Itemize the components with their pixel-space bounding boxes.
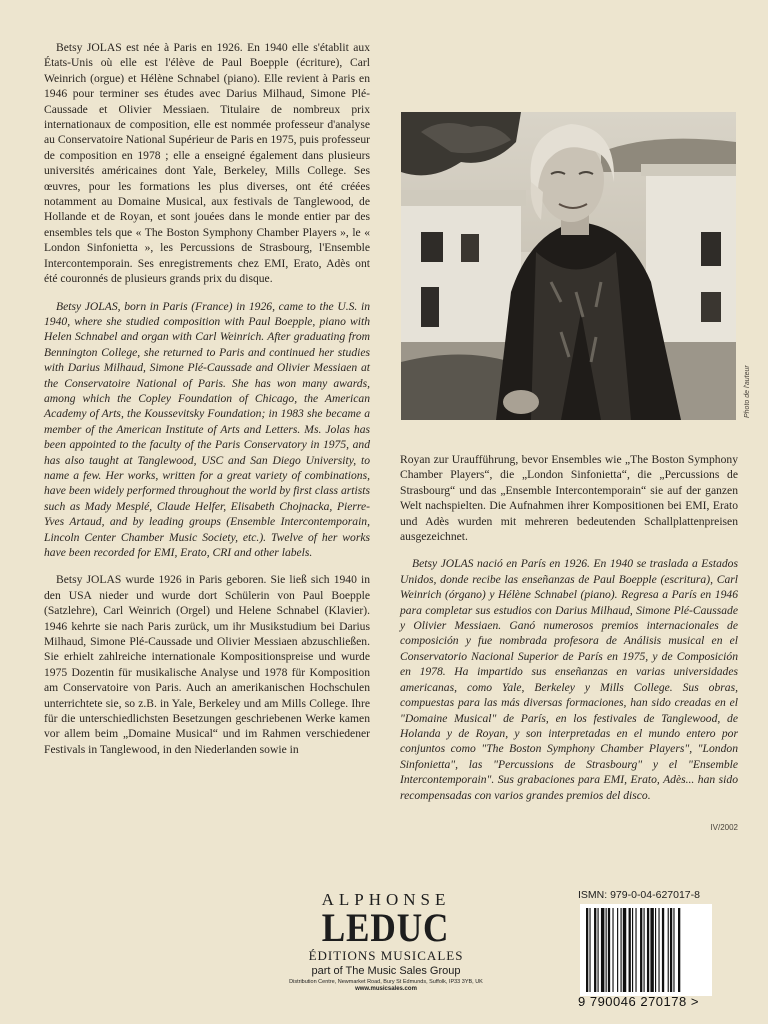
barcode: [580, 904, 712, 996]
right-column: [400, 452, 738, 815]
edition-date: IV/2002: [710, 823, 738, 832]
ismn-label: ISMN: 979-0-04-627017-8: [578, 889, 700, 901]
bio-french: Betsy JOLAS est née à Paris en 1926. En 1940 elle s'établit aux États-Unis où elle est l'élève de Paul Boepple (écriture), Carl Weinrich (orgue) et Hélène Schnabel (piano). Elle revient à Paris en 1946 pour terminer ses études avec Darius Milhaud, Simone Plé-Caussade et Olivier Messiaen. Titulaire de nombreux prix internationaux de composition, elle est nommée professeur d'analyse au Conservatoire National Supérieur de Paris en 1975, puis professeur de composition en 1978 ; elle a enseigné également dans plusieurs universités américaines dont Yale, Berkeley, Mills College. Ses œuvres, pour les formations les plus diverses, ont été créées notamment au Domaine Musical, aux festivals de Tanglewood, de Hollande et de Royan, et sont jouées dans le monde entier par des ensembles tels que « The Boston Symphony Chamber Players », le « London Sinfonietta », les Percussions de Strasbourg, l'Ensemble Intercontemporain. Ses enregistrements chez EMI, Erato, Adès ont été couronnés de plusieurs grands prix du disque.: [44, 41, 370, 286]
bio-english: Betsy JOLAS, born in Paris (France) in 1926, came to the U.S. in 1940, where she studied composition with Paul Boepple, piano with Helen Schnabel and organ with Carl Weinrich. After graduating from Bennington College, she returned to Paris and continued her studies with Darius Milhaud, Simone Plé-Caussade and Olivier Messiaen at the Conservatoire National of Paris. She has won many awards, among which the Copley Foundation of Chicago, the American Academy of Arts, the Koussevitsky Foundation; in 1983 she became a member of the American Institute of Arts and Letters. Ms. Jolas has been appointed to the faculty of the Paris Conservatory in 1975, and has also taught at Tanglewood, USC and San Diego University, to name a few. Her works, written for a great variety of combinations, have been widely performed throughout the world by first class artists such as Mady Mesplé, Claude Helfer, Elisabeth Chojnacka, Pierre-Yves Artaud, and by leading groups (Ensemble Intercontemporain, Lincoln Center Chamber Music Society, etc.). Twelve of her works have been recorded for EMI, Erato, CRI and other labels.: [44, 299, 370, 559]
composer-photo: [401, 112, 736, 420]
barcode-number: 9 790046 270178 >: [578, 994, 699, 1009]
publisher-website: www.musicsales.com: [355, 986, 417, 992]
publisher-logo: [276, 890, 496, 992]
bio-german: Betsy JOLAS wurde 1926 in Paris geboren. Sie ließ sich 1940 in den USA nieder und wurde dort Schülerin von Paul Boepple (Satzlehre), Carl Weinrich (Orgel) und Helene Schnabel (Klavier). 1946 kehrte sie nach Paris zurück, um ihr Musikstudium bei Darius Milhaud, Simone Plé-Caussade und Olivier Messiaen abzuschließen. Sie erhielt zahlreiche internationale Kompositionspreise und wurde 1975 Dozentin für musikalische Analyse und 1978 für Komposition am Conservatoire von Paris. Auch an amerikanischen Hochschulen unterrichtete sie, so z.B. in Yale, Berkeley und am Mills College. Ihre für die unterschiedlichsten Besetzungen geschriebenen Werke kamen vor allem beim „Domaine Musical“ und im Rahmen verschiedener Festivals in Tanglewood, in den Niederlanden sowie in: [44, 573, 370, 756]
publisher-line1: ALPHONSE: [321, 890, 451, 909]
bio-german-continued: Royan zur Uraufführung, bevor Ensembles wie „The Boston Symphony Chamber Players“, die „London Sinfonietta“, die „Percussions de Strasbourg“ und das „Ensemble Intercontemporain“ sie auf der ganzen Welt nachspielten. Die Aufnahmen ihrer Kompositionen bei EMI, Erato und Adès wurden mit mehreren bedeutenden Schallplattenpreisen ausgezeichnet.: [400, 453, 738, 544]
publisher-address: Distribution Centre, Newmarket Road, Bury St Edmunds, Suffolk, IP33 3YB, UK: [289, 979, 483, 985]
publisher-line4: part of The Music Sales Group: [311, 965, 461, 977]
bio-spanish: Betsy JOLAS nació en París en 1926. En 1940 se traslada a Estados Unidos, donde recibe las enseñanzas de Paul Boepple (escritura), Carl Weinrich (órgano) y Hélène Schnabel (piano). Regresa a París en 1946 para completar sus estudios con Darius Milhaud, Simone Plé-Caussade y Olivier Messiaen. Ganó numerosos premios internacionales de composición y fue nombrada profesora de Análisis musical en el Conservatorio Nacional Superior de París en 1975, y de Composición en 1978. Ha impartido sus enseñanzas en varias universidades americanas, como Yale, Berkeley y Mills College. Sus obras, compuestas para las más diversas formaciones, han sido creadas en el "Domaine Musical" de París, en los festivales de Tanglewood, de Holanda y de Royan, y son interpretadas en el mundo entero por conjuntos como "The Boston Symphony Chamber Players", "London Sinfonietta", las "Percussions de Strasbourg" y el "Ensemble Intercontemporain". Sus grabaciones para EMI, Erato, Adès... han sido recompensadas con varios grandes premios del disco.: [400, 557, 738, 802]
photo-credit: Photo de l'auteur: [744, 365, 751, 418]
publisher-line2: LEDUC: [322, 905, 450, 950]
left-column: [44, 40, 370, 769]
publisher-line3: ÉDITIONS MUSICALES: [308, 948, 464, 963]
